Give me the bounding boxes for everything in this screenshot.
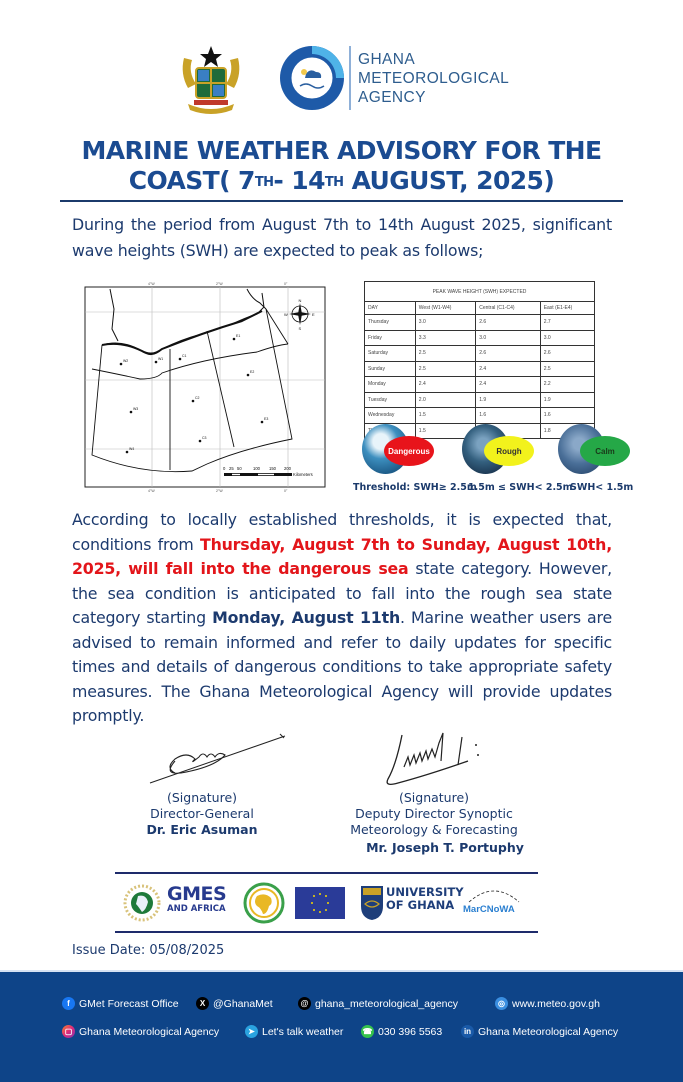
table-row [365, 361, 595, 377]
lon-tick: 0° [284, 282, 288, 286]
cell-west: 2.5 [415, 346, 475, 362]
linkedin-icon: in [461, 1025, 474, 1038]
agency-name [358, 50, 509, 107]
whatsapp-icon: ☎ [362, 1027, 373, 1036]
director-general-signature [145, 728, 295, 788]
scale-unit: Kilometers [293, 472, 313, 477]
signatory-name: Mr. Joseph T. Portuphy [366, 840, 524, 855]
point-label: E3 [264, 417, 269, 421]
cell-central: 3.0 [476, 330, 540, 346]
gmes-emblem-logo [123, 884, 161, 922]
forecast-zones-map [82, 279, 327, 493]
scale-label: 200 [284, 466, 291, 471]
signatory-name: Dr. Eric Asuman [146, 822, 258, 837]
university-of-ghana-crest-logo [359, 884, 385, 922]
scale-label: 25 [229, 466, 234, 471]
point-label: W3 [133, 407, 139, 411]
title-sup: TH [324, 175, 344, 190]
cell-east: 2.6 [540, 346, 594, 362]
lon-tick: 4°W [148, 282, 155, 286]
signature-block-deputy-director [338, 790, 530, 856]
x-label: @GhanaMet [213, 997, 273, 1010]
compass-e: E [312, 312, 315, 317]
compass-n: N [298, 298, 302, 303]
gmet-logo [278, 44, 346, 112]
legend-rough-threshold: 1.5m ≤ SWH< 2.5m [468, 482, 573, 493]
point-label: E2 [250, 370, 255, 374]
cell-day: Sunday [365, 361, 416, 377]
threads-link[interactable] [298, 997, 458, 1010]
contact-footer [0, 970, 683, 1082]
cell-west: 2.5 [415, 361, 475, 377]
cell-day: Friday [365, 330, 416, 346]
cell-central: 2.6 [476, 315, 540, 331]
signature-placeholder: (Signature) [398, 790, 470, 805]
legend-dangerous-threshold: Threshold: SWH≥ 2.5m [353, 482, 477, 493]
body-text: According to locally established thresholds, it is expected that, conditions from [72, 510, 612, 554]
instagram-link[interactable] [62, 1025, 219, 1038]
x-link[interactable] [196, 997, 273, 1010]
lon-tick: 2°W [216, 282, 223, 286]
dangerous-period-highlight: Thursday, August 7th to Sunday, August 10th, 2025, will fall into the dangerous sea [72, 534, 612, 578]
table-row [365, 330, 595, 346]
title-sup: TH [254, 175, 274, 190]
lon-tick: 2°W [216, 489, 223, 493]
cell-central: 2.6 [476, 346, 540, 362]
table-row [365, 392, 595, 408]
linkedin-label: Ghana Meteorological Agency [478, 1025, 619, 1038]
table-header: East (E1-E4) [540, 302, 594, 315]
african-union-logo [243, 882, 285, 924]
body-text: . Marine weather users are advised to remain informed and refer to daily updates for specific times and details of dangerous conditions to take appropriate safety measures. The Ghana Meteorological Agency will provide updates promptly. [72, 608, 612, 725]
deputy-director-signature [380, 727, 490, 787]
whatsapp-link[interactable] [361, 1025, 442, 1038]
telegram-link[interactable] [245, 1025, 343, 1038]
title-divider [60, 200, 623, 202]
title-line1: MARINE WEATHER ADVISORY FOR THE [81, 136, 602, 165]
partners-divider-bottom [115, 931, 538, 933]
cell-east: 2.2 [540, 377, 594, 393]
cell-central: 1.9 [476, 392, 540, 408]
dangerous-badge: Dangerous [384, 436, 434, 466]
threads-label: ghana_meteorological_agency [315, 997, 459, 1010]
scale-label: 150 [269, 466, 276, 471]
cell-day: Tuesday [365, 392, 416, 408]
globe-icon: ◎ [495, 997, 508, 1010]
cell-central: 2.4 [476, 377, 540, 393]
ug-line1: UNIVERSITY [386, 885, 464, 899]
table-caption: PEAK WAVE HEIGHT (SWH) EXPECTED [365, 282, 595, 302]
eu-flag-logo [295, 887, 345, 919]
issue-date: Issue Date: 05/08/2025 [72, 943, 225, 958]
signature-placeholder: (Signature) [166, 790, 238, 805]
title-text: COAST( 7 [128, 166, 255, 195]
title-text: - 14 [273, 166, 325, 195]
rough-start-date: Monday, August 11th [212, 608, 400, 627]
cell-west: 3.0 [415, 315, 475, 331]
cell-east: 1.6 [540, 408, 594, 424]
scale-label: 100 [253, 466, 260, 471]
lon-tick: 4°W [148, 489, 155, 493]
signatory-role: Director-General [150, 806, 254, 821]
cell-west: 1.5 [415, 423, 475, 439]
gmes-text: GMES [167, 883, 227, 905]
cell-west: 2.0 [415, 392, 475, 408]
cell-central: 2.4 [476, 361, 540, 377]
cell-west: 2.4 [415, 377, 475, 393]
website-label: www.meteo.gov.gh [512, 997, 600, 1010]
ug-line2: OF GHANA [386, 898, 455, 912]
signatory-role: Deputy Director Synoptic [355, 806, 513, 821]
peak-wave-height-table [364, 281, 595, 439]
rough-badge: Rough [484, 436, 534, 466]
lon-tick: 0° [284, 489, 288, 493]
instagram-icon: ▢ [62, 1025, 75, 1038]
advisory-paragraph [72, 508, 612, 729]
facebook-label: GMet Forecast Office [79, 997, 179, 1010]
agency-name-line2: METEOROLOGICAL [358, 70, 510, 87]
cell-day: Saturday [365, 346, 416, 362]
point-label: W1 [158, 357, 164, 361]
table-row [365, 408, 595, 424]
title-text: AUGUST, 2025) [343, 166, 555, 195]
table-header: Central (C1-C4) [476, 302, 540, 315]
telegram-label: Let's talk weather [262, 1025, 344, 1038]
agency-name-line1: GHANA [358, 51, 416, 68]
telegram-icon: ➤ [245, 1025, 258, 1038]
gmes-africa-logo [167, 884, 226, 914]
cell-day: Wednesday [365, 408, 416, 424]
x-icon: X [196, 997, 209, 1010]
instagram-label: Ghana Meteorological Agency [79, 1025, 220, 1038]
cell-day: Thursday [365, 315, 416, 331]
point-label: C1 [182, 354, 187, 358]
cell-west: 3.3 [415, 330, 475, 346]
facebook-link[interactable] [62, 997, 179, 1010]
point-label: C2 [195, 396, 200, 400]
scale-label: 0 [223, 466, 226, 471]
point-label: C3 [202, 436, 207, 440]
intro-paragraph: During the period from August 7th to 14th August 2025, significant wave heights (SWH) are expected to peak as follows; [72, 215, 612, 260]
whatsapp-label: 030 396 5563 [378, 1025, 443, 1038]
cell-east: 3.0 [540, 330, 594, 346]
signature-block-director-general [140, 790, 264, 838]
signatory-role: Meteorology & Forecasting [350, 822, 518, 837]
title-line2 [0, 166, 683, 196]
website-link[interactable] [495, 997, 600, 1010]
marcnowa-text: MarCNoWA [463, 904, 515, 915]
page-title [0, 136, 683, 196]
partners-divider-top [115, 872, 538, 874]
cell-day: Monday [365, 377, 416, 393]
point-label: E1 [236, 334, 241, 338]
table-header: DAY [365, 302, 416, 315]
cell-west: 1.5 [415, 408, 475, 424]
cell-east: 1.9 [540, 392, 594, 408]
cell-east: 2.7 [540, 315, 594, 331]
cell-central: 1.6 [476, 408, 540, 424]
legend-calm-threshold: SWH< 1.5m [570, 482, 634, 493]
partner-logos [115, 878, 538, 928]
university-of-ghana-text [386, 886, 464, 912]
linkedin-link[interactable] [461, 1025, 618, 1038]
table-row [365, 377, 595, 393]
agency-name-line3: AGENCY [358, 89, 426, 106]
threads-icon: @ [298, 997, 311, 1010]
point-label: W2 [123, 359, 129, 363]
marcnowa-logo [461, 886, 527, 922]
point-label: W4 [129, 447, 135, 451]
cell-east: 2.5 [540, 361, 594, 377]
table-row [365, 315, 595, 331]
compass-w: W [284, 312, 288, 317]
table-header: West (W1-W4) [415, 302, 475, 315]
cell-east: 1.8 [540, 423, 594, 439]
facebook-icon: f [62, 997, 75, 1010]
ghana-coat-of-arms-logo [178, 44, 244, 118]
body-text: state category. However, the sea condition is anticipated to fall into the rough sea state category starting [72, 559, 612, 627]
table-row [365, 346, 595, 362]
header-divider [349, 46, 351, 110]
compass-s: S [298, 326, 302, 331]
calm-badge: Calm [580, 436, 630, 466]
gmes-subtext: AND AFRICA [167, 904, 226, 914]
scale-label: 50 [237, 466, 242, 471]
